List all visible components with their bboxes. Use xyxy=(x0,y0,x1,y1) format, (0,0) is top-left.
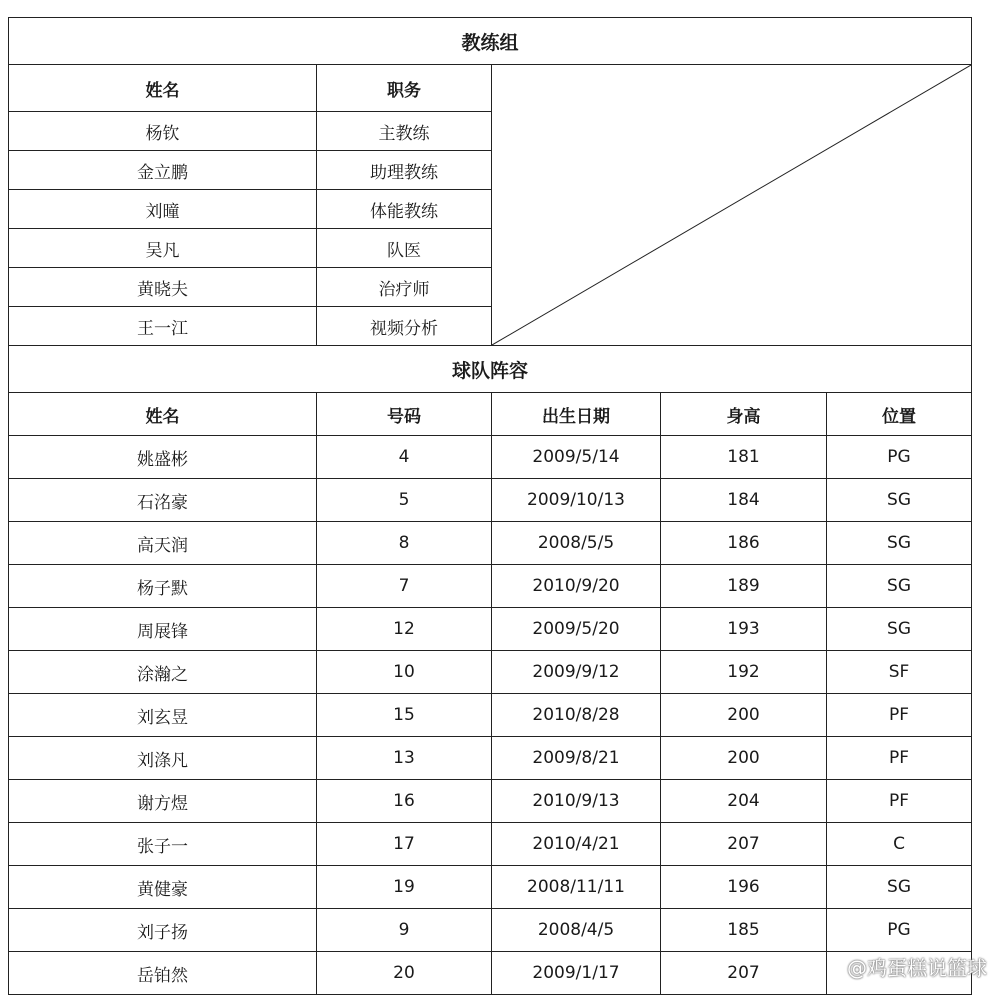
player-row xyxy=(9,565,972,608)
player-row xyxy=(9,436,972,479)
player-name-cell: 涂瀚之 xyxy=(9,651,317,694)
birth-date-cell: 2010/9/20 xyxy=(492,565,661,608)
jersey-number-cell: 10 xyxy=(317,651,492,694)
height-cell: 196 xyxy=(661,866,827,909)
player-row xyxy=(9,780,972,823)
coach-role-cell: 助理教练 xyxy=(317,151,492,190)
position-cell: C xyxy=(827,823,972,866)
coaching-title: 教练组 xyxy=(9,18,972,65)
birth-date-cell: 2008/11/11 xyxy=(492,866,661,909)
roster-header-cell: 位置 xyxy=(827,393,972,436)
coach-role-cell: 主教练 xyxy=(317,112,492,151)
jersey-number-cell: 8 xyxy=(317,522,492,565)
position-cell: SG xyxy=(827,522,972,565)
birth-date-cell: 2009/5/20 xyxy=(492,608,661,651)
roster-header-cell: 身高 xyxy=(661,393,827,436)
birth-date-cell: 2009/1/17 xyxy=(492,952,661,995)
height-cell: 193 xyxy=(661,608,827,651)
player-row xyxy=(9,737,972,780)
team-roster-table xyxy=(8,17,972,995)
coach-name-cell: 金立鹏 xyxy=(9,151,317,190)
coaching-header-row xyxy=(9,65,972,112)
height-cell: 192 xyxy=(661,651,827,694)
birth-date-cell: 2009/10/13 xyxy=(492,479,661,522)
height-cell: 189 xyxy=(661,565,827,608)
player-name-cell: 刘子扬 xyxy=(9,909,317,952)
birth-date-cell: 2010/8/28 xyxy=(492,694,661,737)
player-row xyxy=(9,608,972,651)
birth-date-cell: 2010/9/13 xyxy=(492,780,661,823)
birth-date-cell: 2010/4/21 xyxy=(492,823,661,866)
player-name-cell: 谢方煜 xyxy=(9,780,317,823)
player-name-cell: 姚盛彬 xyxy=(9,436,317,479)
coaching-header-cell: 姓名 xyxy=(9,65,317,112)
jersey-number-cell: 5 xyxy=(317,479,492,522)
birth-date-cell: 2008/4/5 xyxy=(492,909,661,952)
player-name-cell: 杨子默 xyxy=(9,565,317,608)
player-row xyxy=(9,823,972,866)
coach-name-cell: 黄晓夫 xyxy=(9,268,317,307)
position-cell: SG xyxy=(827,565,972,608)
player-row xyxy=(9,479,972,522)
player-row xyxy=(9,522,972,565)
roster-title-row xyxy=(9,346,972,393)
player-row xyxy=(9,866,972,909)
height-cell: 200 xyxy=(661,737,827,780)
jersey-number-cell: 9 xyxy=(317,909,492,952)
coach-name-cell: 杨钦 xyxy=(9,112,317,151)
position-cell: PF xyxy=(827,780,972,823)
birth-date-cell: 2009/8/21 xyxy=(492,737,661,780)
coach-name-cell: 刘曈 xyxy=(9,190,317,229)
player-row xyxy=(9,952,972,995)
jersey-number-cell: 4 xyxy=(317,436,492,479)
watermark: @鸡蛋糕说篮球 xyxy=(847,956,987,980)
player-name-cell: 刘玄昱 xyxy=(9,694,317,737)
height-cell: 204 xyxy=(661,780,827,823)
birth-date-cell: 2008/5/5 xyxy=(492,522,661,565)
roster-title: 球队阵容 xyxy=(9,346,972,393)
coach-role-cell: 体能教练 xyxy=(317,190,492,229)
position-cell: PG xyxy=(827,436,972,479)
player-name-cell: 周展锋 xyxy=(9,608,317,651)
roster-header-cell: 姓名 xyxy=(9,393,317,436)
position-cell: SF xyxy=(827,651,972,694)
coach-role-cell: 治疗师 xyxy=(317,268,492,307)
jersey-number-cell: 15 xyxy=(317,694,492,737)
jersey-number-cell: 16 xyxy=(317,780,492,823)
position-cell: PF xyxy=(827,694,972,737)
coach-role-cell: 队医 xyxy=(317,229,492,268)
height-cell: 181 xyxy=(661,436,827,479)
position-cell: PF xyxy=(827,737,972,780)
player-name-cell: 岳铂然 xyxy=(9,952,317,995)
jersey-number-cell: 7 xyxy=(317,565,492,608)
height-cell: 184 xyxy=(661,479,827,522)
birth-date-cell: 2009/5/14 xyxy=(492,436,661,479)
jersey-number-cell: 13 xyxy=(317,737,492,780)
height-cell: 207 xyxy=(661,952,827,995)
player-row xyxy=(9,651,972,694)
height-cell: 186 xyxy=(661,522,827,565)
height-cell: 185 xyxy=(661,909,827,952)
jersey-number-cell: 12 xyxy=(317,608,492,651)
player-name-cell: 张子一 xyxy=(9,823,317,866)
diagonal-blank-cell xyxy=(492,65,972,346)
height-cell: 207 xyxy=(661,823,827,866)
player-row xyxy=(9,909,972,952)
player-name-cell: 刘涤凡 xyxy=(9,737,317,780)
roster-header-cell: 号码 xyxy=(317,393,492,436)
roster-header-cell: 出生日期 xyxy=(492,393,661,436)
position-cell: SG xyxy=(827,608,972,651)
roster-header-row xyxy=(9,393,972,436)
player-name-cell: 石洺豪 xyxy=(9,479,317,522)
position-cell: SG xyxy=(827,866,972,909)
position-cell: SG xyxy=(827,479,972,522)
jersey-number-cell: 19 xyxy=(317,866,492,909)
diagonal-line xyxy=(492,65,971,345)
height-cell: 200 xyxy=(661,694,827,737)
birth-date-cell: 2009/9/12 xyxy=(492,651,661,694)
jersey-number-cell: 20 xyxy=(317,952,492,995)
coach-name-cell: 吴凡 xyxy=(9,229,317,268)
player-row xyxy=(9,694,972,737)
coaching-header-cell: 职务 xyxy=(317,65,492,112)
player-name-cell: 黄健豪 xyxy=(9,866,317,909)
coach-name-cell: 王一江 xyxy=(9,307,317,346)
jersey-number-cell: 17 xyxy=(317,823,492,866)
position-cell xyxy=(827,952,972,995)
position-cell: PG xyxy=(827,909,972,952)
player-name-cell: 高天润 xyxy=(9,522,317,565)
coaching-title-row xyxy=(9,18,972,65)
coach-role-cell: 视频分析 xyxy=(317,307,492,346)
